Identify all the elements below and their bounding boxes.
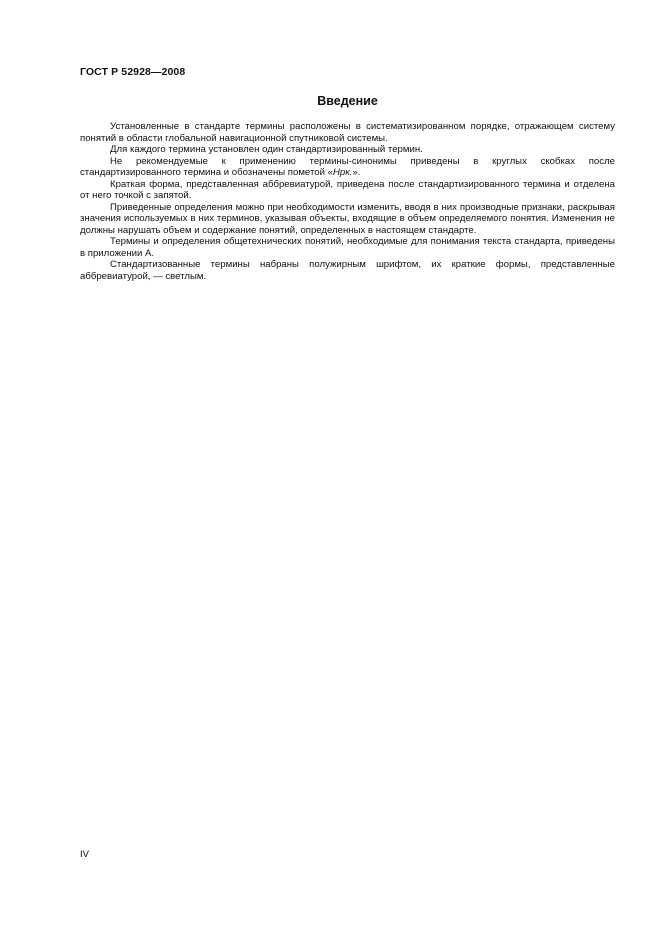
- paragraph-5: Приведенные определения можно при необходимости изменить, вводя в них производные признаки, раскрывая значения используемых в них терминов, указывая объекты, входящие в объем определяемого понятия. Изменения не должны нарушать объем и содержание понятий, определенных в настоящем стандарте.: [80, 201, 615, 236]
- paragraph-7: Стандартизованные термины набраны полужирным шрифтом, их краткие формы, представленные аббревиатурой, — светлым.: [80, 259, 615, 282]
- paragraph-6: Термины и определения общетехнических понятий, необходимые для понимания текста стандарта, приведены в приложении А.: [80, 236, 615, 259]
- standard-id-header: ГОСТ Р 52928—2008: [80, 66, 186, 78]
- paragraph-4: Краткая форма, представленная аббревиатурой, приведена после стандартизированного термина и отделена от него точкой с запятой.: [80, 178, 615, 201]
- paragraph-3-text-before: Не рекомендуемые к применению термины-синонимы приведены в круглых скобках после стандартизированного термина и обозначены пометой «: [80, 155, 615, 178]
- paragraph-3: [80, 156, 615, 179]
- paragraph-2: Для каждого термина установлен один стандартизированный термин.: [110, 144, 423, 155]
- introduction-body: [80, 121, 615, 282]
- section-title: Введение: [317, 94, 378, 108]
- page-number: IV: [80, 849, 90, 860]
- paragraph-1: Установленные в стандарте термины расположены в систематизированном порядке, отражающем систему понятий в области глобальной навигационной спутниковой системы.: [80, 121, 615, 144]
- paragraph-3-text-after: ».: [352, 167, 361, 178]
- not-recommended-mark: Нрк.: [332, 167, 353, 178]
